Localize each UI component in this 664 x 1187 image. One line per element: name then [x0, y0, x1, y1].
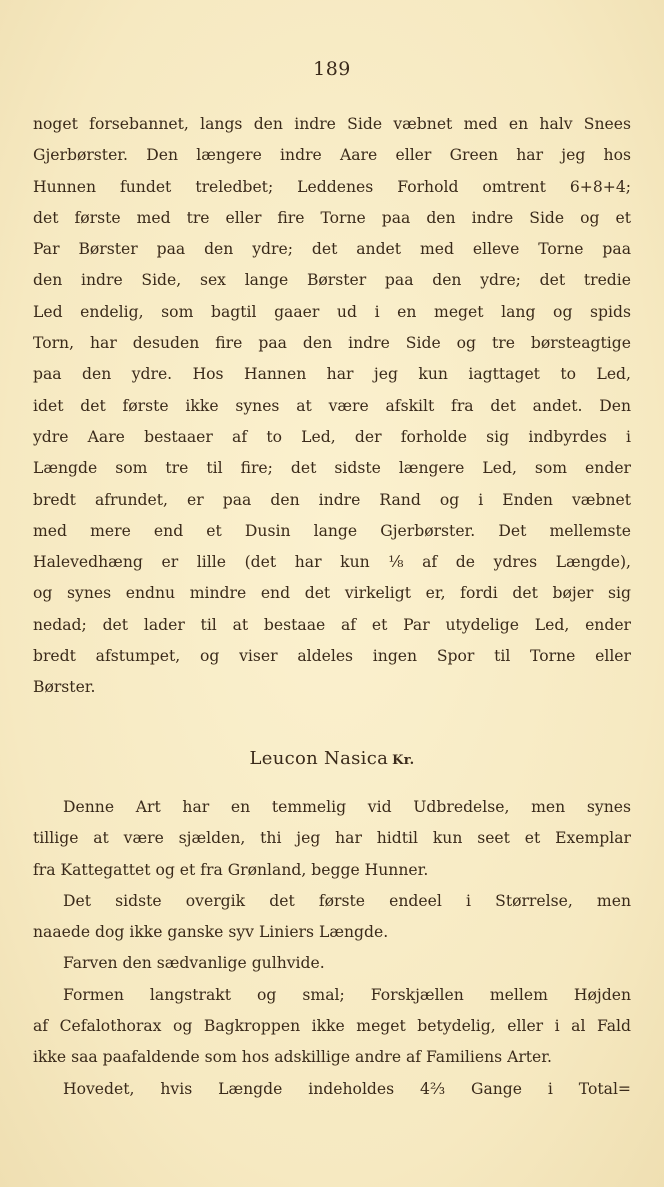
text-line: Hunnen fundet treledbet; Leddenes Forhold omtrent 6+8+4;: [33, 177, 631, 196]
text-line: naaede dog ikke ganske syv Liniers Længde.: [33, 923, 389, 942]
text-line: og synes endnu mindre end det virkeligt er, fordi det bøjer sig: [33, 584, 631, 603]
text-line: Børster.: [33, 678, 96, 697]
text-line: Denne Art har en temmelig vid Udbredelse, men synes: [63, 798, 631, 816]
text-line: noget forsebannet, langs den indre Side væbnet med en halv Snees: [33, 115, 631, 133]
text-line: ydre Aare bestaaer af to Led, der forholde sig indbyrdes i: [33, 427, 631, 446]
text-line: den indre Side, sex lange Børster paa den ydre; det tredie: [33, 271, 631, 290]
text-line: fra Kattegattet og et fra Grønland, begge Hunner.: [33, 860, 429, 879]
text-line: Det sidste overgik det første endeel i Størrelse, men: [63, 891, 631, 910]
text-line: bredt afstumpet, og viser aldeles ingen Spor til Torne eller: [33, 647, 631, 666]
text-line: nedad; det lader til at bestaae af et Par utydelige Led, ender: [33, 615, 631, 634]
text-line: bredt afrundet, er paa den indre Rand og i Enden væbnet: [33, 490, 631, 509]
species-name: Leucon Nasica: [249, 748, 389, 769]
text-line: tillige at være sjælden, thi jeg har hidtil kun seet et Exemplar: [33, 829, 631, 848]
text-line: Led endelig, som bagtil gaaer ud i en meget lang og spids: [33, 302, 631, 321]
text-line: paa den ydre. Hos Hannen har jeg kun iagttaget to Led,: [33, 365, 631, 384]
text-line: Gjerbørster. Den længere indre Aare eller Green har jeg hos: [33, 146, 631, 165]
paragraph-1: [33, 109, 631, 704]
text-line: Formen langstrakt og smal; Forskjællen mellem Højden: [63, 985, 631, 1004]
text-line: Torn, har desuden fire paa den indre Side og tre børsteagtige: [33, 334, 631, 353]
text-line: Halevedhæng er lille (det har kun ⅛ af de ydres Længde),: [33, 553, 631, 572]
text-line: det første med tre eller fire Torne paa den indre Side og et: [33, 208, 631, 227]
text-line: af Cefalothorax og Bagkroppen ikke meget betydelig, eller i al Fald: [33, 1017, 631, 1036]
text-line: Længde som tre til fire; det sidste længere Led, som ender: [33, 459, 631, 478]
species-heading: [0, 748, 664, 769]
text-line: Hovedet, hvis Længde indeholdes 4⅔ Gange i Total=: [63, 1079, 631, 1098]
species-author: Kr.: [392, 753, 415, 768]
text-line: ikke saa paafaldende som hos adskillige andre af Familiens Arter.: [33, 1048, 552, 1067]
text-line: Farven den sædvanlige gulhvide.: [63, 954, 325, 973]
text-line: idet det første ikke synes at være afskilt fra det andet. Den: [33, 396, 631, 415]
text-line: med mere end et Dusin lange Gjerbørster. Det mellemste: [33, 521, 631, 540]
description-block: [33, 792, 631, 1105]
text-line: Par Børster paa den ydre; det andet med elleve Torne paa: [33, 240, 631, 259]
page-number: 189: [313, 58, 351, 80]
